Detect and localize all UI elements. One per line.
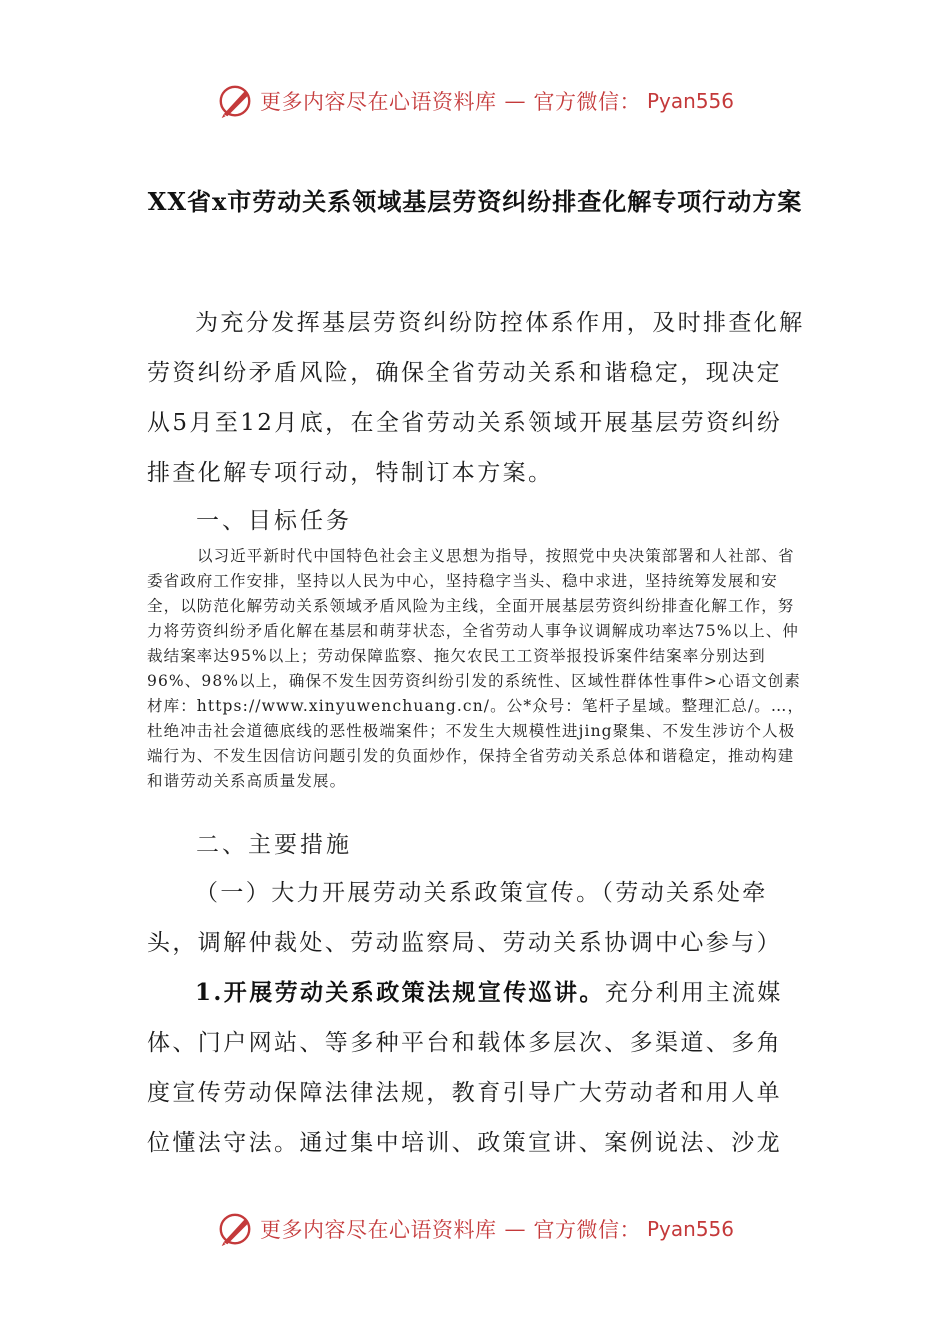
document-title: XX省x市劳动关系领域基层劳资纠纷排查化解专项行动方案: [147, 187, 803, 216]
banner-official: 官方微信：: [533, 1218, 641, 1242]
measure-1-title: 1.开展劳动关系政策法规宣传巡讲。: [195, 979, 605, 1006]
footer-banner: [0, 1210, 950, 1248]
pen-logo-icon: [216, 82, 254, 120]
banner-text: 更多内容尽在心语资料库: [259, 90, 497, 114]
banner-wechat-id: Pyan556: [646, 89, 734, 113]
intro-paragraph: 为充分发挥基层劳资纠纷防控体系作用，及时排查化解劳资纠纷矛盾风险，确保全省劳动关系和谐稳定，现决定从5月至12月底，在全省劳动关系领域开展基层劳资纠纷排查化解专项行动，特制订本方案。: [147, 310, 805, 486]
banner-dash: —: [504, 89, 526, 113]
banner-text: 更多内容尽在心语资料库: [259, 1218, 497, 1242]
banner-official: 官方微信：: [533, 90, 641, 114]
measure-1-paragraph: [147, 968, 807, 1168]
section-heading-measures: 二、主要措施: [196, 832, 352, 858]
measure-1-body: 充分利用主流媒体、门户网站、等多种平台和载体多层次、多渠道、多角度宣传劳动保障法律法规，教育引导广大劳动者和用人单位懂法守法。通过集中培训、政策宣讲、案例说法、沙龙: [147, 980, 783, 1156]
goals-paragraph: 以习近平新时代中国特色社会主义思想为指导，按照党中央决策部署和人社部、省委省政府工作安排，坚持以人民为中心，坚持稳字当头、稳中求进，坚持统筹发展和安全，以防范化解劳动关系领域矛盾风险为主线，全面开展基层劳资纠纷排查化解工作，努力将劳资纠纷矛盾化解在基层和萌芽状态，全省劳动人事争议调解成功率达75%以上、仲裁结案率达95%以上；劳动保障监察、拖欠农民工工资举报投诉案件结案率分别达到96%、98%以上，确保不发生因劳资纠纷引发的系统性、区域性群体性事件>心语文创素材库：https://www.xinyuwenchuang.cn/。公*众号：笔杆子星域。整理汇总/。…，杜绝冲击社会道德底线的恶性极端案件；不发生大规模性进jing聚集、不发生涉访个人极端行为、不发生因信访问题引发的负面炒作，保持全省劳动关系总体和谐稳定，推动构建和谐劳动关系高质量发展。: [147, 547, 805, 790]
section-heading-goals: 一、目标任务: [196, 508, 352, 534]
banner-wechat-id: Pyan556: [646, 1217, 734, 1241]
header-banner: [0, 82, 950, 120]
subsection-policy-promotion: （一）大力开展劳动关系政策宣传。（劳动关系处牵头，调解仲裁处、劳动监察局、劳动关系协调中心参与）: [147, 880, 782, 956]
banner-dash: —: [504, 1217, 526, 1241]
pen-logo-icon: [216, 1210, 254, 1248]
